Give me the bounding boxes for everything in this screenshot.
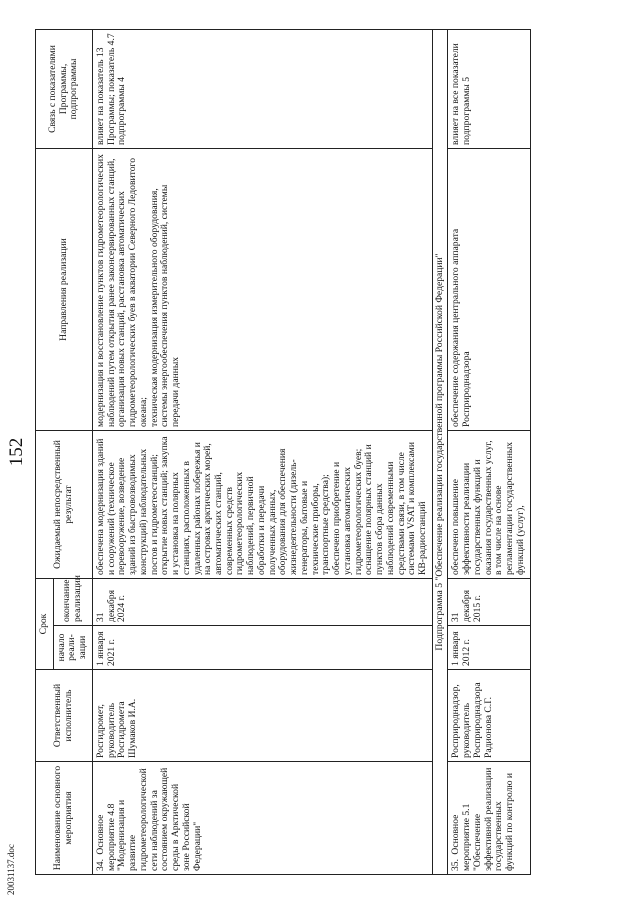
header-end: окончание реализации (53, 579, 92, 626)
header-executor: Ответственный исполнитель (36, 670, 93, 762)
row-result: обеспечено повышение эффективности реализации государственных функций и оказания государственных услуг, в том числе на основе регламентации государственных функций (услуг), (448, 431, 530, 579)
table-row (92, 30, 432, 875)
subprogram-row (432, 30, 448, 875)
row-start: 1 января 2021 г. (92, 626, 432, 670)
header-row (36, 30, 54, 875)
footer-code: 20031137.doc (6, 844, 16, 895)
row-executor: Росприроднадзор, руководитель Росприроднадзора Радионова С.Г. (448, 670, 530, 762)
row-name: Основное мероприятие 4.8 "Модернизация и развитие гидрометеорологической сети наблюдений за состоянием окружающей среды в Арктической зоне Российской Федерации" (94, 767, 203, 871)
header-directions: Направления реализации (36, 149, 93, 431)
row-directions: модернизация и восстановление пунктов гидрометеорологических наблюдений путем открытия ранее законсервированных станций, организация новых станций, расстановка автоматических гидрометеорологических буев в акватории Северного Ледовитого океана; техническая модернизация измерительного оборудования, системы энергообеспечения пунктов наблюдений, системы передачи данных (92, 149, 432, 431)
header-link: Связь с показателями Программы, подпрограммы (36, 30, 93, 149)
row-end: 31 декабря 2015 г. (448, 579, 530, 626)
row-number: 35. (450, 859, 462, 871)
header-term: Срок (36, 579, 54, 670)
program-table (35, 29, 531, 875)
row-start: 1 января 2012 г. (448, 626, 530, 670)
row-executor: Росгидромет, руководитель Росгидромета Шумаков И.А. (92, 670, 432, 762)
page-number: 152 (6, 437, 27, 467)
row-directions: обеспечение содержания центрального аппарата Росприроднадзора (448, 149, 530, 431)
header-start: начало реали-зации (53, 626, 92, 670)
row-name-cell (448, 762, 530, 875)
row-result: обеспечена модернизация зданий и сооружений (техническое перевооружение, возведение зданий из быстровозводимых конструкций) наблюдательных постов и гидрометеостанций; открытие новых станций; закупка и установка на полярных станциях, расположенных в удаленных районах побережья и на островах арктических морей, автоматических станций, современных средств гидрометеорологических наблюдений, первичной обработки и передачи полученных данных, оборудования для обеспечения жизнедеятельности (дизель-генераторы, бытовые и технические приборы, транспортные средства); обеспечено приобретение и установка автоматических гидрометеорологических буев; оснащение полярных станций и пунктов сбора данных наблюдений современными средствами связи, в том числе системами VSAT и комплексами КВ-радиостанций (92, 431, 432, 579)
row-name-cell (92, 762, 432, 875)
header-result: Ожидаемый непосредственный результат (36, 431, 93, 579)
row-end: 31 декабря 2024 г. (92, 579, 432, 626)
header-name: Наименование основного мероприятия (36, 762, 93, 875)
table-row (448, 30, 530, 875)
row-link: влияет на показатель 13 Программы; показатель 4.7 подпрограммы 4 (92, 30, 432, 149)
row-number: 34. (94, 859, 106, 871)
row-name: Основное мероприятие 5.1 "Обеспечение эффективной реализации государственных функций по контролю и (450, 767, 516, 871)
row-link: влияет на все показатели подпрограммы 5 (448, 30, 530, 149)
subprogram-title: Подпрограмма 5 "Обеспечение реализации государственной программы Российской Федерации" (432, 30, 448, 875)
